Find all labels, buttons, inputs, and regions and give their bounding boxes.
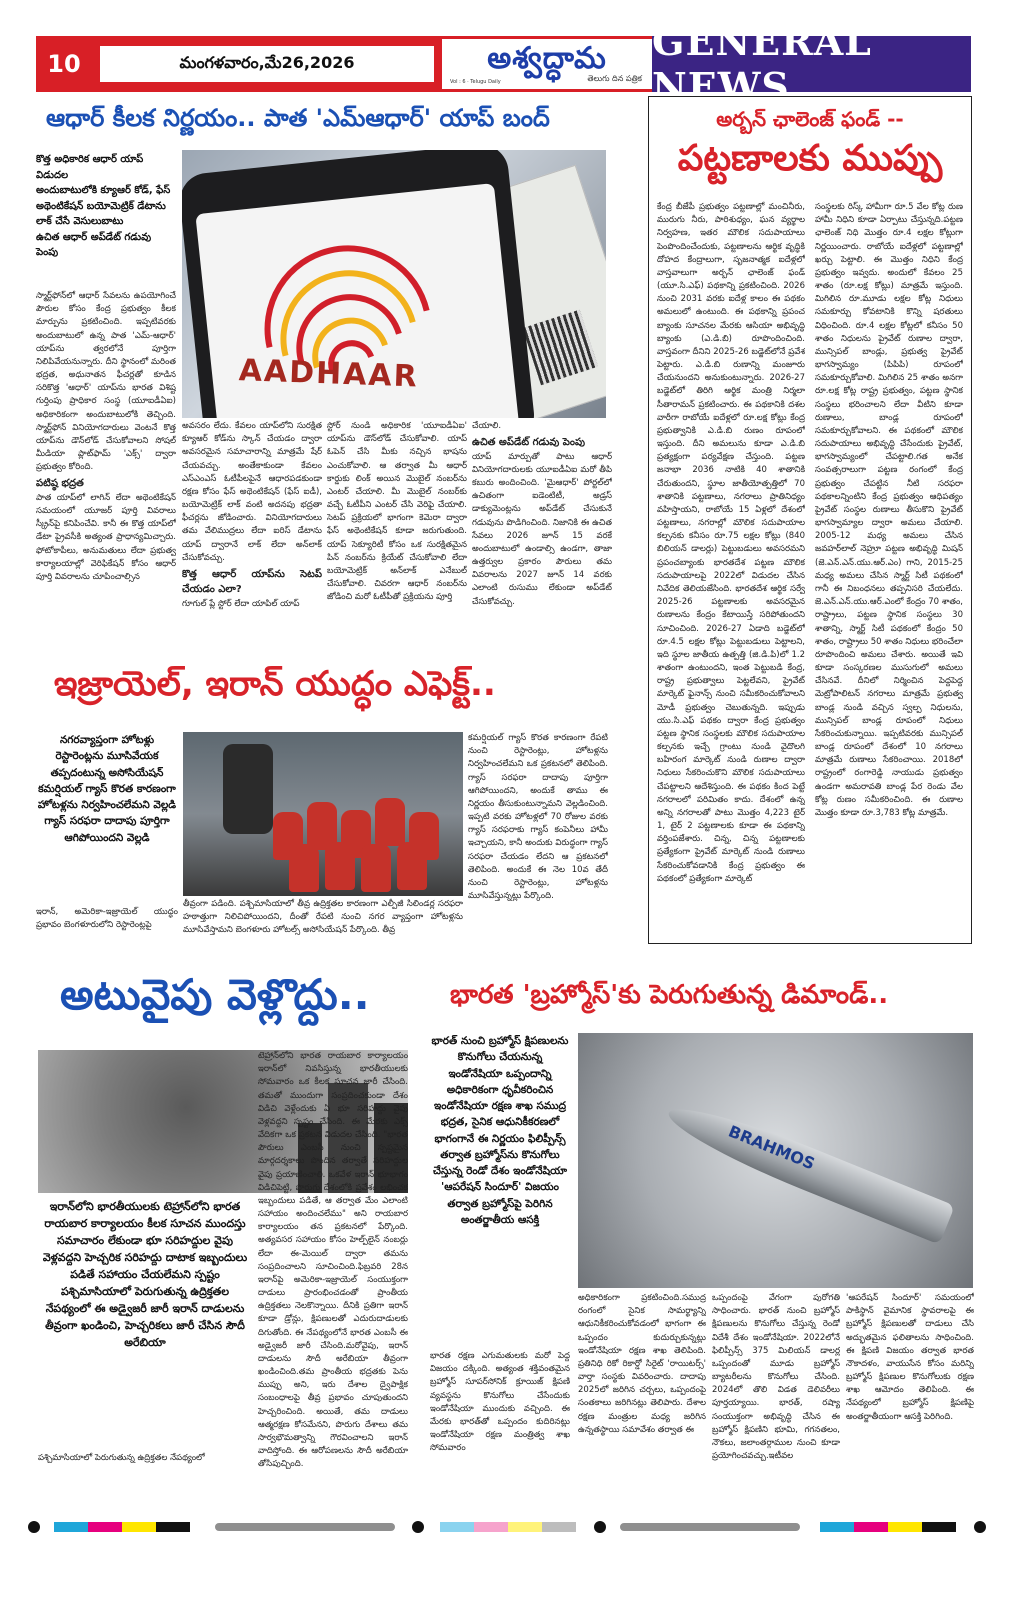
- motorbike-image: [223, 744, 273, 834]
- aadhaar-col4-top: చేయాలి.: [472, 421, 502, 431]
- aadhaar-column-4: [472, 420, 612, 632]
- page-number: 10: [36, 36, 92, 92]
- section-title: GENERAL NEWS: [652, 36, 971, 92]
- advisory-lead-tail: పశ్చిమాసియాలో పెరుగుతున్న ఉద్రిక్తతల నేపథ్యంలో: [38, 1453, 205, 1463]
- israel-iran-lead: నగరవ్యాప్తంగా హోటళ్లు రెస్టారెంట్లను మూసివేయక తప్పదంటున్న అసోసియేషన్ కమర్షియల్ గ్యాస్ కొరత కారణంగా హోటళ్లను నిర్వహించలేమని వెల్లడి గ్యాస్ సరఫరా దాదాపు పూర్తిగా ఆగిపోయిందని వెల్లడి: [37, 734, 177, 844]
- issue-date: మంగళవారం,మే26,2026: [100, 46, 434, 82]
- aadhaar-col1-text-b: పాత యాప్‌లో లాగిన్ లేదా అథెంటికేషన్ సమయంలో యూజర్ పూర్తి వివరాలు స్క్రీన్‌పై కనిపించేవి. కానీ ఈ కొత్త యాప్‌లో డేటా ప్రైవసీకి అత్యంత ప్రాధాన్యమిచ్చారు. ఫోటోకాపీలు, అనుమతులు లేదా ప్రభుత్వ కార్యాలయాల్లో వెరిఫికేషన్ కోసం ఆధార్ పూర్తి వివరాలను చూపించాల్సిన: [36, 492, 176, 582]
- urban-column-2: సంస్థలకు రిస్క్ హామీగా రూ.5 వేల కోట్ల రుణ హామీ నిధిని కూడా ఏర్పాటు చేస్తున్నది.పట్టణ ఛాలెంజ్ నిధి మొత్తం రూ.4 లక్షల కోట్లుగా నిర్ణయించారు. రాబోయే ఐదేళ్లలో పట్టణాల్లో ఖర్చు పెట్టాలి. ఈ మొత్తం నిధిని కేంద్ర ప్రభుత్వం ఇవ్వదు. అందులో కేవలం 25 శాతం (రూ.లక్ష కోట్లు) మాత్రమే ఇస్తుంది. మిగిలిన రూ.మూడు లక్షల కోట్ల నిధులు సమకూర్చు కోవటానికి కొన్ని షరతులు విధించింది. రూ.4 లక్షల కోట్లలో కనీసం 50 శాతం నిధులను ప్రైవేట్ రుణాల ద్వారా, మున్సిపల్ బాండ్లు, ప్రభుత్వ ప్రైవేట్ భాగస్వామ్యం (పిపిపి) రూపంలో సమకూర్చుకోవాలి. మిగిలిన 25 శాతం అనగా రూ.లక్ష కోట్ల రాష్ట్ర ప్రభుత్వం, పట్టణ స్థానిక సంస్థలు భరించాలని లేదా వీటిని కూడా రుణాలు, బాండ్ల రూపంలో సమకూర్చుకోవాలని. ఈ పథకంలో మౌలిక సదుపాయాలు అభివృద్ధి చేసేందుకు ప్రైవేట్, భాగస్వామ్యంలో చేపట్టాలి.గత అనేక సంవత్సరాలుగా పట్టణ రంగంలో కేంద్ర ప్రభుత్వం చేపట్టిన నీటి సరఫరా పథకాలన్నింటిని కేంద్ర ప్రభుత్వం ఆధిపత్యం ప్రైవేట్ సంస్థల రుణాలు తీసుకొని ప్రైవేట్ భాగస్వామ్యాల ద్వారా అమలు చేయాలి. 2005-12 మధ్య అమలు చేసిన జవహర్‌లాల్ నెహ్రూ పట్టణ అభివృద్ధి మిషన్ (జె.ఎన్.ఎన్.యు.ఆర్.ఎం) గాని, 2015-25 మధ్య అమలు చేసిన స్మార్ట్ సిటీ పథకంలో గానీ ఈ నిబంధనలు తప్పనిసరి చేయలేదు. జె.ఎన్.ఎన్.యు.ఆర్.ఎంలో కేంద్రం 70 శాతం, రాష్ట్రాలు, పట్టణ స్థానిక సంస్థలు 30 శాతాన్ని, స్మార్ట్ సిటీ పథకంలో కేంద్రం 50 శాతం, రాష్ట్రాలు 50 శాతం నిధులు భరించేలా రూపొందించి అమలు చేశారు. అయితే ఇవి కూడా సంస్కరణల ముసుగులో అమలు చేసినవే. దీనిలో నిర్మించిన పెద్దపెద్ద మెట్రోపాలిటన్ నగరాలు మాత్రమే ప్రభుత్వ బాండ్ల నుండి వచ్చిన స్వల్ప నిధులను, మున్సిపల్ బాండ్ల రూపంలో నిధులు సేకరించుకున్నాయి. ఇప్పటివరకు మున్సిపల్ బాండ్ల రూపంలో దేశంలో 10 నగరాలు మాత్రమే రుణాలు సేకరించాయి. 2018లో రాష్ట్రంలో రంగారెడ్డి నాయుడు ప్రభుత్వం ఉండగా అమరావతి బాండ్ల పేర రెండు వేల కోట్ల రుణం సమీకరించింది. ఈ రుణాల మొత్తం కూడా రూ.3,783 కోట్ల మాత్రమే.: [815, 202, 963, 818]
- brahmos-missile-photo: [578, 1033, 973, 1288]
- logo-tagline: తెలుగు దిన పత్రిక: [587, 73, 642, 83]
- masthead: [36, 19, 971, 109]
- gas-cylinders-photo: [183, 732, 463, 896]
- aadhaar-logo-word: AADHAAR: [238, 353, 420, 395]
- advisory-column-2: టెహ్రాన్‌లోని భారత రాయబార కార్యాలయం ఇరాన్‌లో నివసిస్తున్న భారతీయులకు సోమవారం ఒక కీలక సూచన జారీ చేసింది. తమతో ముందుగా సంప్రదించకుండా దేశం విడిచి వెళ్లేందుకు ఏ భూ సరిహద్దు వైపు వెళ్లవద్దని స్పష్టం చేసింది. ఈ మేరకు ఎక్స్ వేదికగా ఒక ప్రకటన విడుదల చేసింది. "భారత పౌరులు ఎంబసీ నుంచి స్పష్టమైన మార్గదర్శకాలు పొందిన తర్వాతే సరిహద్దుల వైపు ప్రయాణించాలి. ఒకవేళ ఇరాన్ భూభాగం విడిచిపెట్టి, పొరుగు దేశంలోకి ప్రవేశం లభించక ఇబ్బందులు పడితే, ఆ తర్వాత మేం ఎలాంటి సహాయం అందించలేము" అని రాయబార కార్యాలయం తన ప్రకటనలో పేర్కొంది. అత్యవసర సహాయం కోసం హెల్ప్‌లైన్ నంబర్లు లేదా ఈ-మెయిల్ ద్వారా తమను సంప్రదించాలని సూచించింది.ఫిబ్రవరి 28న ఇరాన్‌పై అమెరికా-ఇజ్రాయెల్ సంయుక్తంగా దాడులు ప్రారంభించడంతో ప్రాంతీయ ఉద్రిక్తతలు నెలకొన్నాయి. దీనికి ప్రతిగా ఇరాన్ కూడా డ్రోన్లు, క్షిపణులతో ఎదురుదాడులకు దిగుతోంది. ఈ నేపథ్యంలోనే భారత ఎంబసీ ఈ అడ్వైజరీ జారీ చేసింది.మరోవైపు, ఇరాన్ దాడులను సౌదీ అరేబియా తీవ్రంగా ఖండించింది.తమ ప్రాంతీయ భద్రతకు పెను ముప్పు అని, ఇరు దేశాల ద్వైపాక్షిక సంబంధాలపై తీవ్ర ప్రభావం చూపుతుందని హెచ్చరించింది. అయితే, తమ దాడులు ఆత్మరక్షణ కోసమేనని, పొరుగు దేశాలు తమ సార్వభౌమత్వాన్ని గౌరవించాలని ఇరాన్ వాదిస్తోంది. ఈ ఆరోపణలను సౌదీ అరేబియా తోసిపుచ్చింది.: [258, 1051, 408, 1470]
- urban-headline: పట్టణాలకు ముప్పు: [677, 138, 943, 179]
- brahmos-lead: భారత్ నుంచి బ్రహ్మోస్ క్షిపణులను కొనుగోలు చేయనున్న ఇండోనేషియా ఒప్పందాన్ని అధికారికంగా ధృవీకరించిన ఇండోనేషియా రక్షణ శాఖ సముద్ర భద్రత, సైనిక ఆధునికీకరణలో భాగంగానే ఈ నిర్ణయం ఫిలిప్పీన్స్ తర్వాత బ్రహ్మోస్‌ను కొనుగోలు చేస్తున్న రెండో దేశం ఇండోనేషియా 'ఆపరేషన్ సిందూర్' విజయం తర్వాత బ్రహ్మోస్‌పై పెరిగిన అంతర్జాతీయ ఆసక్తి: [431, 1035, 569, 1226]
- advisory-headline: అటువైపు వెళ్లొద్దు..: [60, 970, 370, 1019]
- aadhaar-col1-text: స్మార్ట్‌ఫోన్‌లో ఆధార్ సేవలను ఉపయోగించే పౌరుల కోసం కేంద్ర ప్రభుత్వం కీలక మార్పును ప్రకటించింది. ఇప్పటివరకు అందుబాటులో ఉన్న పాత 'ఎమ్-ఆధార్' యాప్‌ను త్వరలోనే పూర్తిగా నిలిపివేయనున్నారు. దీని స్థానంలో మరింత భద్రత, అధునాతన ఫీచర్లతో కూడిన సరికొత్త 'ఆధార్' యాప్‌ను భారత విశిష్ట గుర్తింపు ప్రాధికార సంస్థ (యూఐడీఏఐ) అధికారికంగా అందుబాటులోకి తెచ్చింది. స్మార్ట్‌ఫోన్ వినియోగదారులు వెంటనే కొత్త యాప్‌ను డౌన్‌లోడ్ చేసుకోవాలని సోషల్ మీడియా ప్లాట్‌ఫామ్ 'ఎక్స్' ద్వారా ప్రభుత్వం కోరింది.: [36, 291, 176, 473]
- israel-iran-column-3: కమర్షియల్ గ్యాస్ కొరత కారణంగా రేపటి నుంచి రెస్టారెంట్లు, హోటళ్లను నిర్వహించలేమని ఒక ప్రకటనలో తెలిపింది. గ్యాస్ సరఫరా దాదాపు పూర్తిగా ఆగిపోయిందని, అందుకే తాము ఈ నిర్ణయం తీసుకుంటున్నామని వెల్లడించింది. ఇప్పటి వరకు హోటళ్లలో 70 రోజుల వరకు గ్యాస్ సరఫరాకు గ్యాస్ కంపెనీలు హామీ ఇచ్చాయని, కానీ అందుకు విరుద్ధంగా గ్యాస్ సరఫరా చేయడం లేదని ఆ ప్రకటనలో తెలిపింది. అందుకే ఈ నెల 10వ తేదీ నుంచి రెస్టారెంట్లు, హోటళ్లను మూసివేస్తున్నట్లు పేర్కొంది.: [468, 733, 608, 902]
- aadhaar-lead-line-2: అందుబాటులోకి క్యూఆర్ కోడ్, ఫేస్ అథెంటికేషన్ బయోమెట్రిక్ డేటాను లాక్ చేసే వెసులుబాటు: [36, 185, 171, 227]
- aadhaar-col2-subhead: కొత్త ఆధార్ యాప్‌ను సెటప్ చేయడం ఎలా?: [182, 568, 322, 596]
- phone-image: [182, 150, 537, 418]
- israel-iran-col1-tail: ఇరాన్, అమెరికా-ఇజ్రాయెల్ యుద్ధం ప్రభావం బెంగళూరులోని రెస్టారెంట్లపై: [36, 907, 178, 931]
- logo-title: అశ్వద్ధామ: [487, 40, 607, 76]
- aadhaar-col4-subhead: ఉచిత అప్‌డేట్ గడువు పెంపు: [472, 437, 585, 449]
- advisory-lead: ఇరాన్‌లోని భారతీయులకు టెహ్రాన్‌లోని భారత రాయబార కార్యాలయం కీలక సూచన ముందస్తు సమాచారం లేకుండా భూ సరిహద్దుల వైపు వెళ్లవద్దని హెచ్చరిక సరిహద్దు దాటాక ఇబ్బందులు పడితే సహాయం చేయలేమని స్పష్టం పశ్చిమాసియాలో పెరుగుతున్న ఉద్రిక్తతల నేపథ్యంలో ఈ అడ్వైజరీ జారీ ఇరాన్ దాడులను తీవ్రంగా ఖండించి, హెచ్చరికలు జారీ చేసిన సౌదీ అరేబియా: [42, 1200, 248, 1350]
- aadhaar-photo: [182, 150, 606, 418]
- brahmos-column-3: ఒప్పందంపై వేగంగా పురోగతి సాధించారు. భారత్ నుంచి బ్రహ్మోస్ క్షిపణులను కొనుగోలు చేస్తున్న రెండో విదేశీ దేశం ఇండోనేషియా. 2022లోనే ఫిలిప్పీన్స్ 375 మిలియన్ డాలర్ల ఒప్పందంతో మూడు బ్రహ్మోస్ బ్యాటరీలను కొనుగోలు చేసింది. 2024లో తొలి విడత డెలివరీలు పూర్తయ్యాయి. భారత్, రష్యా సంయుక్తంగా అభివృద్ధి చేసిన ఈ బ్రహ్మోస్ క్షిపణిని భూమి, గగనతలం, నౌకలు, జలాంతర్గాముల నుంచి కూడా ప్రయోగించవచ్చు.ఇటీవల: [712, 1293, 840, 1462]
- urban-fund-box: [648, 96, 972, 944]
- print-color-bar: [20, 1520, 1005, 1534]
- aadhaar-column-1: [36, 290, 176, 630]
- urban-column-1: కేంద్ర బీజేపీ ప్రభుత్వం పట్టణాల్లో మంచినీరు, మురుగు నీరు, పారిశుధ్యం, ఘన వ్యర్థాల నిర్వహణ, ఇతర మౌలిక సదుపాయాలు పెంపొందించేందుకు, పట్టణాలను ఆర్థిక వృద్ధికి దోహద కేంద్రాలుగా, సృజనాత్మక ఐదేళ్లలో వాస్తవాలుగా అర్బన్ ఛాలెంజ్ ఫండ్ (యూ.సి.ఎఫ్) పథకాన్ని ప్రకటించింది. 2026 నుంచి 2031 వరకు ఐదేళ్ల కాలం ఈ పథకం అమలులో ఉంటుంది. ఈ పథకాన్ని ప్రపంచ బ్యాంకు సూచనల మేరకు ఆసియా అభివృద్ధి బ్యాంకు (ఎ.డి.బి) రూపొందించింది. వాస్తవంగా దీనిని 2025-26 బడ్జెట్‌లోనే ప్రవేశ పెట్టారు. ఎ.డి.బి రుణాన్ని మంజూరు చేయనుందని అనుకుంటున్నారు. 2026-27 బడ్జెట్‌లో తిరిగి ఆర్థిక మంత్రి నిర్మలా సీతారామన్ ప్రకటించారు. ఈ పథకానికి దశల వారీగా రాబోయే ఐదేళ్లలో రూ.లక్ష కోట్లు కేంద్ర ప్రభుత్వానికి ఎ.డి.బి రుణం రూపంలో ఇస్తుంది. దీని అమలును కూడా ఎ.డి.బి ప్రత్యక్షంగా పర్యవేక్షణ చేస్తుంది. పట్టణ జనాభా 2036 నాటికి 40 శాతానికి చేరుతుందని, స్థూల జాతీయోత్పత్తిలో 70 శాతానికి పట్టణాలు, నగరాలు ప్రాతినిధ్యం వహిస్తాయని, రాబోయే 15 ఏళ్లలో దేశంలో పట్టణాలు, నగరాల్లో మౌలిక సదుపాయాల కల్పనకు కనీసం రూ.75 లక్షల కోట్లు (840 బిలియన్ డాలర్లు) పెట్టుబడులు అవసరమని ప్రపంచబ్యాంకు భారతదేశ పట్టణ మౌలిక సదుపాయాలపై 2022లో విడుదల చేసిన నివేదిక తెలియజేసింది. భారతదేశ ఆర్థిక సర్వే 2025-26 పట్టణాలకు అవసరమైన రుణాలను కేంద్రం కేటాయిస్తే సరిపోతుందని సూచించింది. 2026-27 ఏడాది బడ్జెట్‌లో రూ.4.5 లక్షల కోట్లు పెట్టుబడులు పెట్టాలని, ఇది స్థూల జాతీయ ఉత్పత్తి (జి.డి.పి)లో 1.2 శాతంగా ఉంటుందని, ఇంత పెట్టుబడి కేంద్ర, రాష్ట్ర ప్రభుత్వాలు పెట్టలేవని, ప్రైవేట్ మార్కెట్ ఫైనాన్స్ నుంచి సమీకరించుకోవాలని మోడీ ప్రభుత్వం చెబుతున్నది. ఇప్పుడు యు.సి.ఎఫ్ పథకం ద్వారా కేంద్ర ప్రభుత్వం పట్టణ స్థానిక సంస్థలకు మౌలిక సదుపాయాల కల్పనకు ఇచ్చే గ్రాంటు నుండి వైదొలగి బహిరంగ మార్కెట్ నుండి రుణాల ద్వారా నిధులు సేకరించుకొని మౌలిక సదుపాయాలు చేపట్టాలని ఆదేశిస్తుంది. ఈ పథకం కింద పెట్టే నగరాలలో పరిమితం కాదు. దేశంలో ఉన్న అన్ని నగరాలతో పాటు మొత్తం 4,223 టైర్ 1, టైర్ 2 పట్టణాలకు కూడా ఈ పథకాన్ని వర్తింపజేశారు. చిన్న, చిన్న పట్టణాలకు ప్రత్యేకంగా ప్రైవేట్ మార్కెట్ నుండి రుణాలు సేకరించుకోవడానికి కేంద్ర ప్రభుత్వం ఈ పథకంలో ప్రత్యేకంగా మార్కెట్: [657, 202, 805, 884]
- aadhaar-lead-line-3: ఉచిత ఆధార్ అప్‌డేట్ గడువు పెంపు: [36, 231, 152, 258]
- aadhaar-col2-text-b: గూగుల్ ప్లే స్టోర్ లేదా యాపిల్ యాప్: [182, 598, 300, 609]
- israel-iran-column-2: తీవ్రంగా పడింది. పశ్చిమాసియాలో తీవ్ర ఉద్రిక్తతల కారణంగా ఎల్పీజీ సిలిండర్ల సరఫరా హఠాత్తుగా నిలిచిపోయిందని, దీంతో రేపటి నుంచి నగర వ్యాప్తంగా హోటళ్లను మూసివేస్తామని బెంగళూరు హోటల్స్ అసోసియేషన్ పేర్కొంది. తీవ్ర: [183, 899, 463, 936]
- aadhaar-headline: ఆధార్ కీలక నిర్ణయం.. పాత 'ఎమ్ఆధార్' యాప్ బంద్: [46, 104, 550, 132]
- brahmos-column-4: 'ఆపరేషన్ సిందూర్' సమయంలో పాకిస్థాన్ వైమానిక స్థావరాలపై ఈ బ్రహ్మోస్ క్షిపణులతో దాడులు చేసి అద్భుతమైన ఫలితాలను సాధించింది. ఈ క్షిపణి విజయం తర్వాత భారత నౌకాదళం, వాయుసేన కోసం మరిన్ని బ్రహ్మోస్ క్షిపణుల కొనుగోలుకు రక్షణ శాఖ ఆమోదం తెలిపింది. ఈ నేపథ్యంలో బ్రహ్మోస్ క్షిపణిపై అంతర్జాతీయంగా ఆసక్తి పెరిగింది.: [846, 1293, 974, 1422]
- aadhaar-column-3: [327, 420, 467, 632]
- aadhaar-lead: [36, 152, 176, 261]
- aadhaar-col1-subhead: పటిష్ఠ భద్రత: [36, 478, 84, 490]
- aadhaar-lead-line-1: కొత్త అధికారిక ఆధార్ యాప్ విడుదల: [36, 154, 144, 181]
- aadhaar-col2-text: అవసరం లేదు. కేవలం యాప్‌లోని సురక్షిత క్యూఆర్ కోడ్‌ను స్కాన్ చేయడం ద్వారా అవసరమైన సమాచారాన్ని మాత్రమే షేర్ చేయవచ్చు. అంతేకాకుండా కేవలం ఎస్ఎంఎస్ ఓటీపీలపైనే ఆధారపడకుండా రక్షణ కోసం ఫేస్ అథెంటికేషన్ (ఫేస్ ఐడీ), బయోమెట్రిక్ లాక్ వంటి అదనపు భద్రతా ఫీచర్లను జోడించారు. వినియోగదారులు తమ వేలిముద్రలు లేదా ఐరిస్ డేటాను యాప్ ద్వారానే లాక్ లేదా అన్‌లాక్ చేసుకోవచ్చు.: [182, 421, 322, 563]
- logo-small-print: Vol : 6 · Telugu Daily: [450, 79, 501, 85]
- missile-label: BRAHMOS: [725, 1121, 818, 1174]
- urban-kicker: అర్బన్ ఛాలెంజ్ ఫండ్ --: [716, 107, 904, 131]
- date-box: [92, 36, 442, 92]
- brahmos-lead-tail: భారత రక్షణ ఎగుమతులకు మరో పెద్ద విజయం దక్కింది. అత్యంత శక్తివంతమైన బ్రహ్మోస్ సూపర్‌సోనిక్ క్రూయిజ్ క్షిపణి వ్యవస్థను కొనుగోలు చేసేందుకు ఇండోనేషియా ముందుకు వచ్చింది. ఈ మేరకు భారత్‌తో ఒప్పందం కుదిరినట్లు ఇండోనేషియా రక్షణ మంత్రిత్వ శాఖ సోమవారం: [430, 1351, 570, 1454]
- israel-iran-headline: ఇజ్రాయెల్, ఇరాన్ యుద్ధం ఎఫెక్ట్..: [54, 664, 496, 704]
- aadhaar-col3-text: స్టోర్ నుండి అధికారిక 'యూఐడీఏఐ' యాప్‌ను డౌన్‌లోడ్ చేసుకోవాలి. యాప్ ఓపెన్ చేసి మీకు నచ్చిన భాషను ఎంచుకోవాలి. ఆ తర్వాత మీ ఆధార్ కార్డుకు లింక్ అయిన మొబైల్ నంబర్‌ను ఎంటర్ చేయాలి. మీ మొబైల్ నంబర్‌కు వచ్చే ఓటీపీని ఎంటర్ చేసి వెరిఫై చేయాలి. సెటప్ ప్రక్రియలో భాగంగా కెమెరా ద్వారా ఫేస్ అథెంటికేషన్ కూడా జరుగుతుంది. యాప్ సెక్యూరిటీ కోసం ఒక సురక్షితమైన పిన్ నంబర్‌ను క్రియేట్ చేసుకోవాలి లేదా బయోమెట్రిక్ అన్‌లాక్ ఎనేబుల్ చేసుకోవాలి. చివరగా ఆధార్ నంబర్‌ను జోడించి మరో ఓటీపీతో ప్రక్రియను పూర్తి: [327, 421, 467, 603]
- brahmos-column-2: అధికారికంగా ప్రకటించింది.సముద్ర రంగంలో సైనిక సామర్థ్యాన్ని ఆధునికీకరించుకోవడంలో భాగంగా ఈ ఒప్పందం కుదుర్చుకున్నట్లు ఇండోనేషియా రక్షణ శాఖ తెలిపింది. ప్రతినిధి రికో రికార్డో సిరైట్ 'రాయిటర్స్' వార్తా సంస్థకు వివరించారు. దాదాపు 2025లో జరిగిన చర్చలు, ఒప్పందంపై సంతకాలు జరిగినట్లు తెలిపారు. దేశాల రక్షణ మంత్రుల మధ్య జరిగిన ఉన్నతస్థాయి సమావేశం తర్వాత ఈ: [578, 1293, 706, 1435]
- qr-code-image: [522, 310, 598, 386]
- aadhaar-col4-text: యాప్ మార్పుతో పాటు ఆధార్ వినియోగదారులకు యూఐడీఏఐ మరో తీపి కబురు అందించింది. 'మైఆధార్' పోర్టల్‌లో ఉచితంగా ఐడెంటిటీ, అడ్రస్ డాక్యుమెంట్లను అప్‌డేట్ చేసుకునే గడువును పొడిగించింది. నిజానికి ఈ ఉచిత సేవలు 2026 జూన్ 15 వరకే అందుబాటులో ఉండాల్సి ఉండగా, తాజా ఉత్తర్వుల ప్రకారం పౌరులు తమ వివరాలను 2027 జూన్ 14 వరకు ఎలాంటి రుసుము లేకుండా అప్‌డేట్ చేసుకోవచ్చు.: [472, 451, 612, 607]
- aadhaar-column-2: [182, 420, 322, 632]
- newspaper-logo: [442, 36, 652, 92]
- brahmos-headline: భారత 'బ్రహ్మోస్'కు పెరుగుతున్న డిమాండ్..: [450, 980, 889, 1010]
